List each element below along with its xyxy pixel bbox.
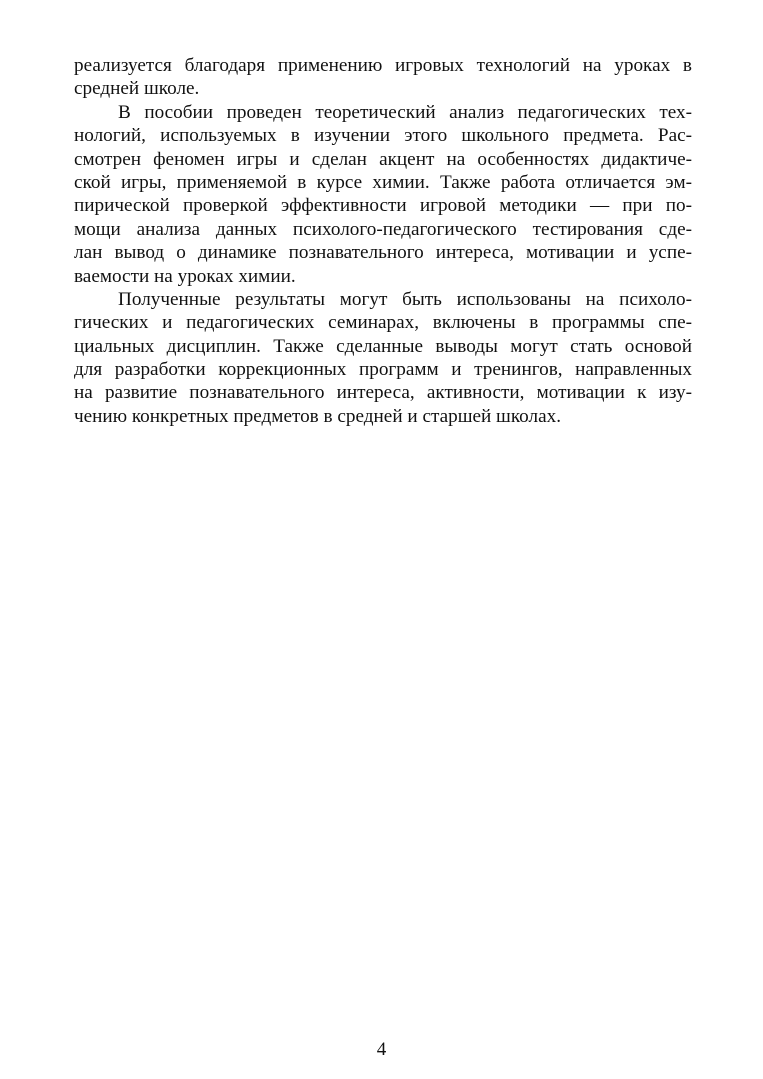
paragraph-analysis (74, 101, 692, 288)
text-line: для разработки коррекционных программ и тренингов, направленных (74, 359, 692, 381)
text-line: пирической проверкой эффективности игровой методики — при по- (74, 195, 692, 217)
page-number: 4 (376, 1039, 387, 1060)
text-line: ваемости на уроках химии. (74, 265, 296, 287)
text-line: реализуется благодаря применению игровых технологий на уроках в (74, 55, 692, 76)
text-line: средней школе. (74, 78, 200, 100)
paragraph-continuation (74, 54, 692, 101)
text-line: нологий, используемых в изучении этого школьного предмета. Рас- (74, 125, 692, 147)
text-line: В пособии проведен теоретический анализ педагогических тех- (118, 101, 692, 123)
text-line: ской игры, применяемой в курсе химии. Также работа отличается эм- (74, 171, 692, 193)
text-line: чению конкретных предметов в средней и старшей школах. (74, 405, 561, 427)
text-line: гических и педагогических семинарах, включены в программы спе- (74, 312, 692, 334)
text-line: мощи анализа данных психолого-педагогического тестирования сде- (74, 218, 692, 240)
text-line: смотрен феномен игры и сделан акцент на особенностях дидактиче- (74, 148, 692, 170)
text-line: циальных дисциплин. Также сделанные выводы могут стать основой (74, 335, 692, 357)
text-line: Полученные результаты могут быть использованы на психоло- (118, 288, 692, 310)
text-line: лан вывод о динамике познавательного интереса, мотивации и успе- (74, 242, 692, 264)
text-line: на развитие познавательного интереса, активности, мотивации к изу- (74, 382, 692, 404)
body-text (74, 54, 692, 428)
paragraph-results (74, 288, 692, 428)
